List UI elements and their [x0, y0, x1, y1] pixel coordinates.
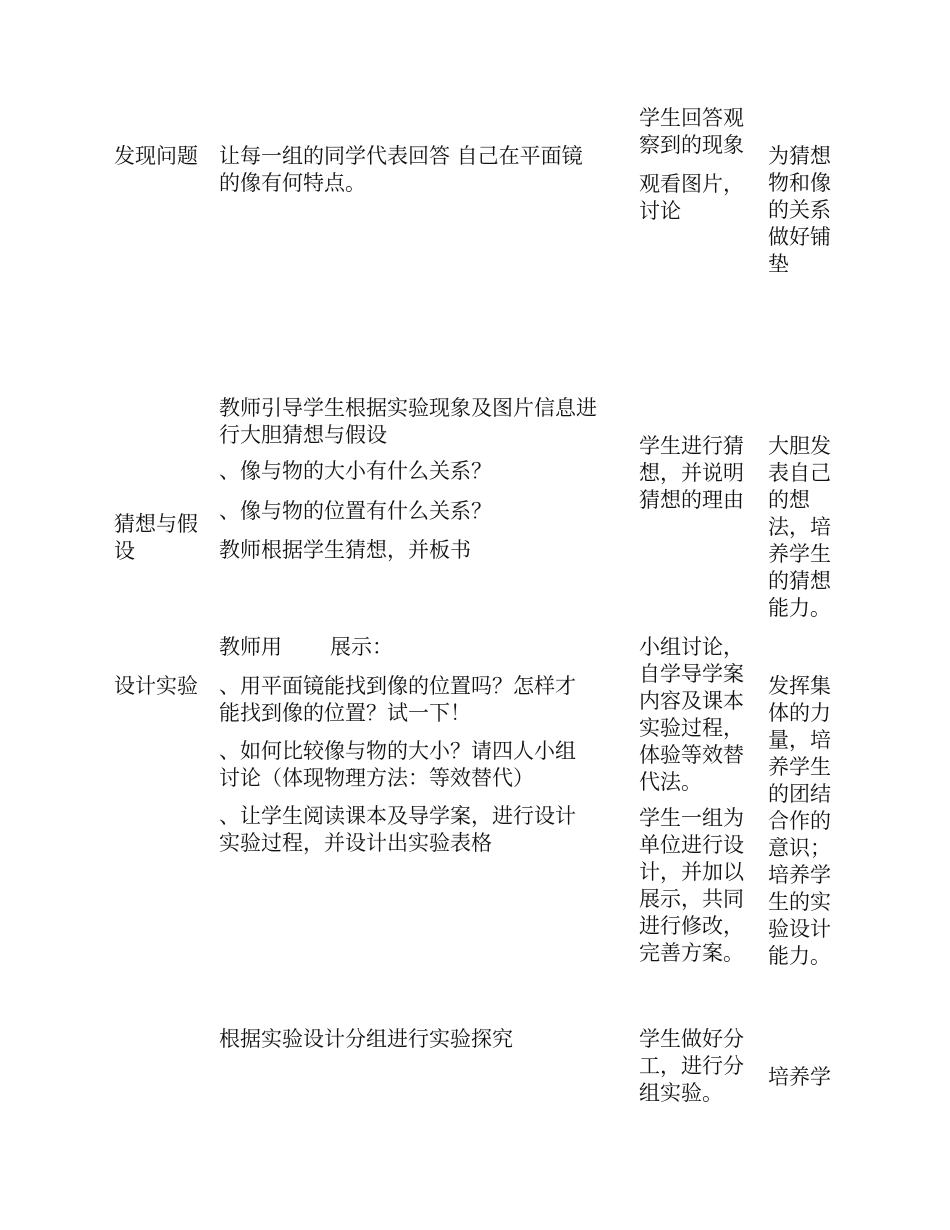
- design-intent-line: 的关系: [768, 198, 831, 222]
- design-intent-line: 体的力: [768, 701, 831, 725]
- student-activity-line: 代法。: [639, 770, 702, 794]
- teacher-question: 、像与物的位置有什么关系？: [219, 499, 492, 523]
- student-activity-line: 单位进行设: [639, 833, 744, 857]
- student-activity-line: 内容及课本: [639, 689, 744, 713]
- stage-label-design: 设计实验: [114, 674, 198, 698]
- design-intent-line: 法，培: [768, 515, 831, 539]
- design-intent-line: 意识；: [768, 836, 831, 860]
- student-activity-line: 体验等效替: [639, 743, 744, 767]
- teacher-activity-line: 、用平面镜能找到像的位置吗？怎样才: [219, 674, 576, 698]
- design-intent-line: 能力。: [768, 944, 831, 968]
- design-intent-line: 表自己: [768, 461, 831, 485]
- student-activity-line: 讨论: [639, 199, 681, 223]
- student-activity-line: 完善方案。: [639, 941, 744, 965]
- design-intent-line: 做好铺: [768, 225, 831, 249]
- student-activity-line: 组实验。: [639, 1081, 723, 1105]
- design-intent-line: 验设计: [768, 917, 831, 941]
- design-intent-line: 能力。: [768, 596, 831, 620]
- design-intent-line: 培养学: [768, 863, 831, 887]
- student-activity-line: 学生进行猜: [639, 434, 744, 458]
- teacher-question: 、像与物的大小有什么关系？: [219, 459, 492, 483]
- design-intent-line: 垫: [768, 252, 789, 276]
- student-activity-line: 察到的现象: [639, 133, 744, 157]
- design-intent-line: 量，培: [768, 728, 831, 752]
- student-activity-line: 观看图片，: [639, 172, 744, 196]
- teacher-activity-line: 讨论（体现物理方法：等效替代）: [219, 766, 534, 790]
- student-activity-line: 展示，共同: [639, 887, 744, 911]
- design-intent-line: 为猜想: [768, 144, 831, 168]
- teacher-activity-line: 教师用: [219, 635, 282, 659]
- design-intent-line: 的想: [768, 488, 810, 512]
- design-intent-line: 培养学: [768, 1065, 831, 1089]
- student-activity-line: 学生回答观: [639, 106, 744, 130]
- design-intent-line: 的猜想: [768, 569, 831, 593]
- stage-label-hypothesis: 设: [114, 539, 135, 563]
- student-activity-line: 工，进行分: [639, 1054, 744, 1078]
- design-intent-line: 养学生: [768, 755, 831, 779]
- teacher-activity-line: 教师根据学生猜想，并板书: [219, 538, 471, 562]
- student-activity-line: 自学导学案: [639, 662, 744, 686]
- teacher-activity-line: 、让学生阅读课本及导学案，进行设计: [219, 804, 576, 828]
- student-activity-line: 猜想的理由: [639, 488, 744, 512]
- teacher-activity-line: 实验过程，并设计出实验表格: [219, 831, 492, 855]
- teacher-activity-line: 、如何比较像与物的大小？请四人小组: [219, 739, 576, 763]
- student-activity-line: 学生做好分: [639, 1027, 744, 1051]
- student-activity-line: 小组讨论，: [639, 635, 744, 659]
- teacher-activity-line: 能找到像的位置？试一下！: [219, 701, 471, 725]
- student-activity-line: 实验过程，: [639, 716, 744, 740]
- teacher-activity-line: 根据实验设计分组进行实验探究: [219, 1027, 513, 1051]
- teacher-activity-line: 的像有何特点。: [219, 171, 366, 195]
- student-activity-line: 学生一组为: [639, 806, 744, 830]
- design-intent-line: 养学生: [768, 542, 831, 566]
- design-intent-line: 的团结: [768, 782, 831, 806]
- student-activity-line: 计，并加以: [639, 860, 744, 884]
- design-intent-line: 大胆发: [768, 434, 831, 458]
- design-intent-line: 生的实: [768, 890, 831, 914]
- student-activity-line: 进行修改，: [639, 914, 744, 938]
- stage-label-discover: 发现问题: [114, 144, 198, 168]
- student-activity-line: 想，并说明: [639, 461, 744, 485]
- design-intent-line: 发挥集: [768, 674, 831, 698]
- teacher-activity-line: 行大胆猜想与假设: [219, 423, 387, 447]
- design-intent-line: 合作的: [768, 809, 831, 833]
- teacher-activity-line: 教师引导学生根据实验现象及图片信息进: [219, 396, 597, 420]
- teacher-activity-line: 展示：: [330, 635, 393, 659]
- teacher-activity-line: 让每一组的同学代表回答 自己在平面镜: [219, 144, 583, 168]
- design-intent-line: 物和像: [768, 171, 831, 195]
- stage-label-hypothesis: 猜想与假: [114, 512, 198, 536]
